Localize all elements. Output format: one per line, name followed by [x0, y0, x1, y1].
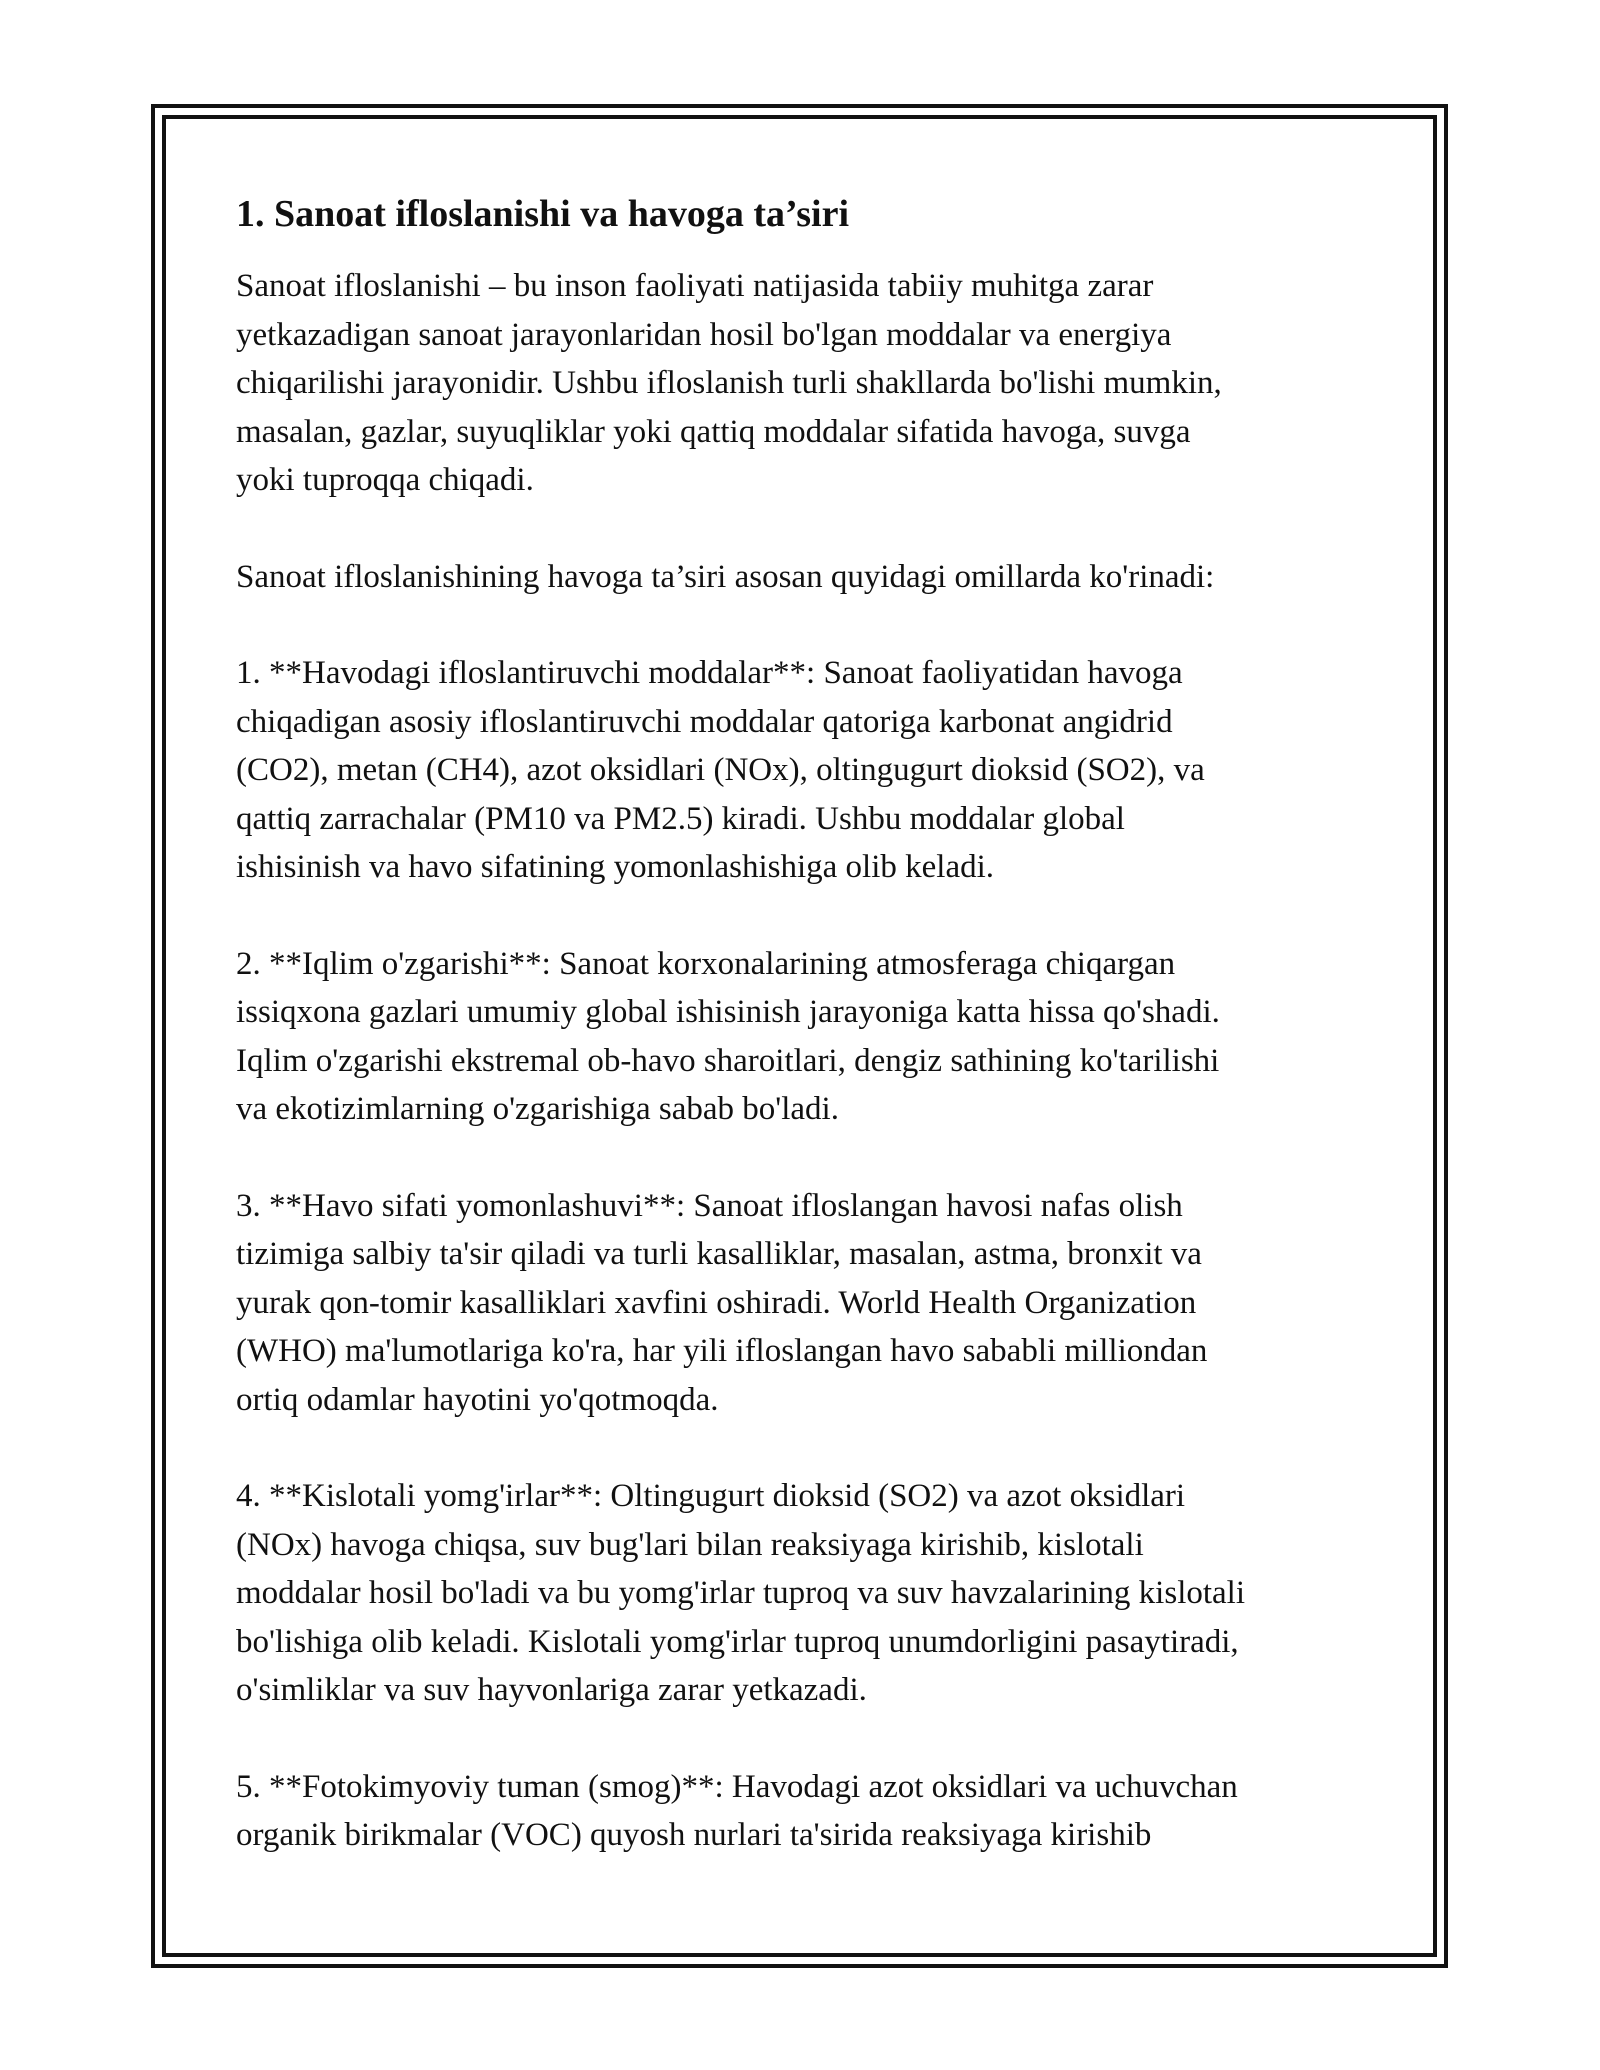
paragraph-definition: [236, 262, 1366, 505]
paragraph-item-5: [236, 1763, 1366, 1860]
section-heading: 1. Sanoat ifloslanishi va havoga ta’siri: [236, 193, 850, 235]
text-line: organik birikmalar (VOC) quyosh nurlari ta'sirida reaksiyaga kirishib: [236, 1817, 1152, 1853]
text-line: chiqarilishi jarayonidir. Ushbu ifloslanish turli shakllarda bo'lishi mumkin,: [236, 365, 1222, 401]
text-line: Sanoat ifloslanishi – bu inson faoliyati natijasida tabiiy muhitga zarar: [236, 268, 1154, 304]
text-line: 3. **Havo sifati yomonlashuvi**: Sanoat ifloslangan havosi nafas olish: [236, 1187, 1183, 1224]
paragraph-item-1: [236, 649, 1366, 892]
text-line: (WHO) ma'lumotlariga ko'ra, har yili ifloslangan havo sababli milliondan: [236, 1333, 1208, 1369]
paragraph-intro: [236, 553, 1366, 602]
text-line: qattiq zarrachalar (PM10 va PM2.5) kiradi. Ushbu moddalar global: [236, 800, 1125, 837]
text-line: (NOx) havoga chiqsa, suv bug'lari bilan reaksiyaga kirishib, kislotali: [236, 1526, 1144, 1563]
text-line: yetkazadigan sanoat jarayonlaridan hosil bo'lgan moddalar va energiya: [236, 316, 1172, 353]
text-line: yoki tuproqqa chiqadi.: [236, 462, 534, 498]
text-line: 5. **Fotokimyoviy tuman (smog)**: Havodagi azot oksidlari va uchuvchan: [236, 1768, 1238, 1805]
paragraph-item-2: [236, 940, 1366, 1134]
text-line: Iqlim o'zgarishi ekstremal ob-havo sharoitlari, dengiz sathining ko'tarilishi: [236, 1042, 1220, 1079]
text-line: 4. **Kislotali yomg'irlar**: Oltingugurt dioksid (SO2) va azot oksidlari: [236, 1478, 1186, 1514]
document-body: [236, 186, 1366, 1908]
text-line: o'simliklar va suv hayvonlariga zarar yetkazadi.: [236, 1672, 867, 1708]
paragraph-item-4: [236, 1472, 1366, 1715]
text-line: tizimiga salbiy ta'sir qiladi va turli kasalliklar, masalan, astma, bronxit va: [236, 1236, 1202, 1272]
text-line: bo'lishiga olib keladi. Kislotali yomg'irlar tuproq unumdorligini pasaytiradi,: [236, 1623, 1239, 1660]
text-line: Sanoat ifloslanishining havoga ta’siri asosan quyidagi omillarda ko'rinadi:: [236, 558, 1215, 595]
text-line: moddalar hosil bo'ladi va bu yomg'irlar tuproq va suv havzalarining kislotali: [236, 1575, 1246, 1611]
text-line: ishisinish va havo sifatining yomonlashishiga olib keladi.: [236, 849, 995, 885]
text-line: yurak qon-tomir kasalliklari xavfini oshiradi. World Health Organization: [236, 1284, 1197, 1321]
text-line: masalan, gazlar, suyuqliklar yoki qattiq moddalar sifatida havoga, suvga: [236, 413, 1191, 450]
text-line: va ekotizimlarning o'zgarishiga sabab bo'ladi.: [236, 1091, 839, 1127]
text-line: ortiq odamlar hayotini yo'qotmoqda.: [236, 1381, 719, 1418]
paragraph-item-3: [236, 1182, 1366, 1425]
text-line: 2. **Iqlim o'zgarishi**: Sanoat korxonalarining atmosferaga chiqargan: [236, 945, 1176, 982]
text-line: issiqxona gazlari umumiy global ishisinish jarayoniga katta hissa qo'shadi.: [236, 994, 1220, 1030]
text-line: chiqadigan asosiy ifloslantiruvchi moddalar qatoriga karbonat angidrid: [236, 703, 1173, 740]
text-line: 1. **Havodagi ifloslantiruvchi moddalar**: Sanoat faoliyatidan havoga: [236, 655, 1183, 691]
text-line: (CO2), metan (CH4), azot oksidlari (NOx), oltingugurt dioksid (SO2), va: [236, 752, 1205, 788]
